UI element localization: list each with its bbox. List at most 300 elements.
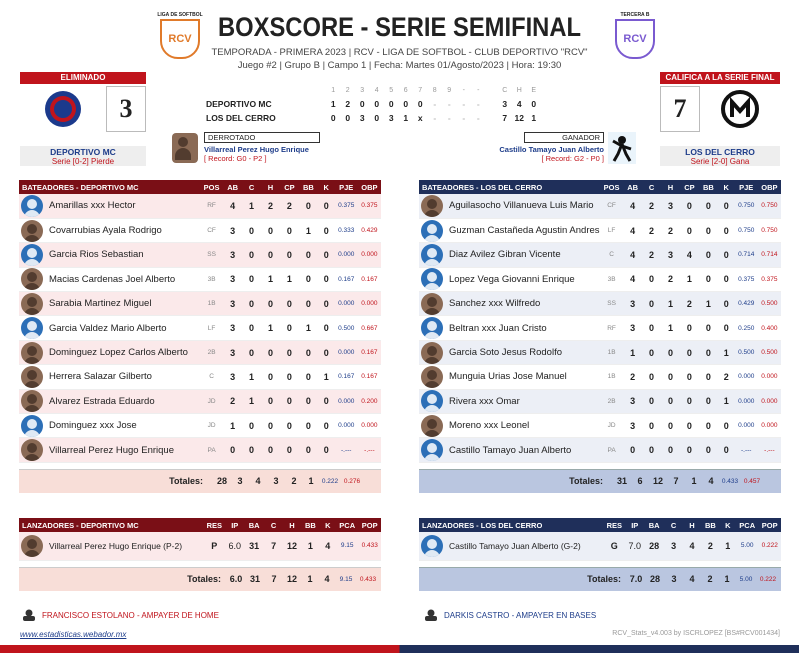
batter-row[interactable] (419, 243, 781, 267)
rcv-logo: RCV (160, 19, 200, 59)
stat-k: 0 (718, 194, 735, 218)
stat-pje: 0.000 (735, 389, 758, 413)
batter-cell (19, 267, 200, 291)
player-photo (21, 366, 43, 388)
stat-cp: 0 (680, 389, 699, 413)
batter-cell (419, 438, 600, 462)
stat-pje: 0.000 (335, 243, 358, 267)
player-photo (421, 293, 443, 315)
line-score-total: 4 (516, 99, 522, 109)
batter-row[interactable] (419, 194, 781, 218)
stat-bb: 0 (699, 438, 718, 462)
stat-pca: 9.15 (336, 532, 358, 560)
stat-pos: PA (200, 438, 223, 462)
total-pop: 0.222 (759, 575, 777, 583)
player-photo (21, 390, 43, 412)
total-cp: 3 (273, 476, 279, 487)
player-photo (421, 415, 443, 437)
page-title: BOXSCORE - SERIE SEMIFINAL (217, 12, 582, 42)
stat-pos: CF (200, 218, 223, 242)
line-score-row (206, 111, 541, 125)
stat-bb: 1 (299, 218, 318, 242)
line-score (206, 87, 541, 125)
column-header: BB (301, 518, 319, 532)
stat-pos: 1B (600, 340, 623, 364)
batter-row[interactable] (19, 267, 381, 291)
stat-ab: 3 (223, 218, 242, 242)
stat-c: 0 (242, 292, 261, 316)
stat-cp: 2 (280, 194, 299, 218)
stat-cp: 0 (680, 438, 699, 462)
line-score-total: 1 (531, 113, 537, 123)
stat-bb: 0 (699, 389, 718, 413)
inning-runs: - (447, 113, 451, 123)
batter-cell (19, 316, 200, 340)
stat-ab: 3 (223, 340, 242, 364)
stat-k: 0 (318, 316, 335, 340)
stat-obp: 0.200 (358, 389, 381, 413)
stats-website-link[interactable]: www.estadisticas.webador.mx (20, 630, 127, 639)
stat-obp: 0.000 (358, 292, 381, 316)
stat-pos: 2B (600, 389, 623, 413)
home-pitching-totals (419, 567, 781, 591)
batter-row[interactable] (19, 414, 381, 438)
column-header: CP (280, 180, 299, 194)
right-logo-caption: TERCERA B (620, 12, 650, 18)
batter-row[interactable] (19, 340, 381, 364)
avatar-icon (421, 439, 443, 461)
stat-h: 3 (661, 243, 680, 267)
stat-k: 0 (318, 218, 335, 242)
batter-name: Diaz Avilez Gibran Vicente (449, 249, 561, 261)
stat-pos: 1B (200, 292, 223, 316)
winning-pitcher (486, 132, 604, 163)
stat-obp: 0.167 (358, 267, 381, 291)
batter-cell (419, 365, 600, 389)
total-k: 1 (308, 476, 314, 487)
stat-ba: 28 (644, 532, 664, 560)
stat-ab: 4 (623, 267, 642, 291)
stat-c: 0 (642, 340, 661, 364)
stat-h: 1 (261, 267, 280, 291)
player-photo (21, 535, 43, 557)
stat-pos: 2B (200, 340, 223, 364)
line-score-total: 3 (502, 99, 508, 109)
pitching-header-row (19, 518, 381, 532)
stat-obp: -.--- (758, 438, 781, 462)
stat-obp: 0.000 (758, 389, 781, 413)
total-h: 12 (652, 476, 663, 487)
total-c: 6 (637, 476, 643, 487)
stat-ab: 0 (223, 438, 242, 462)
stat-bb: 1 (699, 292, 718, 316)
stat-cp: 2 (680, 292, 699, 316)
stat-bb: 0 (299, 438, 318, 462)
stat-cp: 0 (280, 243, 299, 267)
batter-name: Castillo Tamayo Juan Alberto (449, 444, 572, 456)
stat-ab: 4 (623, 194, 642, 218)
batter-row[interactable] (19, 316, 381, 340)
batter-row[interactable] (19, 389, 381, 413)
cubs-logo-icon (40, 89, 86, 129)
total-h: 4 (689, 574, 695, 584)
column-header: K (320, 518, 336, 532)
stat-bb: 0 (299, 243, 318, 267)
stat-ba: 31 (244, 532, 264, 560)
home-batting-totals (419, 469, 781, 493)
total-k: 1 (724, 574, 730, 584)
stat-pos: C (600, 243, 623, 267)
base-umpire (424, 609, 596, 621)
pitching-title: LANZADORES - DEPORTIVO MC (19, 518, 203, 532)
avatar-icon (21, 244, 43, 266)
stat-ab: 2 (623, 365, 642, 389)
totals-label: Totales: (569, 476, 603, 487)
inning-number: 4 (374, 87, 379, 94)
stat-cp: 0 (280, 438, 299, 462)
avatar-icon (21, 195, 43, 217)
stat-c: 0 (242, 316, 261, 340)
home-batting-section (419, 180, 781, 493)
stat-cp: 0 (280, 292, 299, 316)
batter-name: Dominguez xxx Jose (49, 420, 137, 432)
column-header: H (283, 518, 301, 532)
stat-pje: 0.000 (335, 292, 358, 316)
total-cp: 7 (673, 476, 679, 487)
away-pitching-table (19, 518, 381, 561)
stat-obp: 0.750 (758, 194, 781, 218)
stat-pop: 0.433 (358, 532, 381, 560)
column-header: POP (358, 518, 381, 532)
inning-number: 9 (447, 87, 452, 94)
batter-name: Rivera xxx Omar (449, 395, 520, 407)
totals-label: Totales: (587, 574, 621, 584)
stat-cp: 0 (280, 316, 299, 340)
inning-runs: 0 (374, 99, 380, 109)
total-ba: 31 (249, 574, 260, 584)
total-obp: 0.457 (743, 477, 761, 485)
stat-pje: 0.500 (735, 340, 758, 364)
avatar-icon (421, 268, 443, 290)
away-batting-totals (19, 469, 381, 493)
stat-c: 0 (642, 438, 661, 462)
batting-title: BATEADORES - DEPORTIVO MC (19, 180, 200, 194)
stat-pje: 0.714 (735, 243, 758, 267)
batter-row[interactable] (419, 438, 781, 462)
column-header: BA (244, 518, 264, 532)
stat-obp: 0.429 (358, 218, 381, 242)
losing-pitcher (204, 132, 320, 163)
line-score-total: 12 (514, 113, 524, 123)
stat-ab: 3 (223, 243, 242, 267)
stat-c: 0 (642, 365, 661, 389)
batter-row[interactable] (419, 389, 781, 413)
stat-cp: 0 (680, 414, 699, 438)
pitcher-row[interactable] (419, 532, 781, 560)
inning-runs: 3 (388, 113, 394, 123)
stat-obp: 0.500 (758, 340, 781, 364)
stat-c: 0 (642, 292, 661, 316)
stat-pos: JD (600, 414, 623, 438)
winner-label: GANADOR (524, 132, 604, 143)
batter-name: Garcia Soto Jesus Rodolfo (449, 347, 563, 359)
total-ab: 31 (616, 476, 627, 487)
stat-h: 0 (261, 438, 280, 462)
batter-cell (19, 340, 200, 364)
batter-cell (19, 243, 200, 267)
stat-ab: 3 (623, 292, 642, 316)
home-pitching-section (419, 518, 781, 591)
batting-title: BATEADORES - LOS DEL CERRO (419, 180, 600, 194)
stat-pos: SS (600, 292, 623, 316)
stat-c: 0 (642, 389, 661, 413)
batter-cell (419, 316, 600, 340)
inning-runs: 0 (345, 113, 351, 123)
total-pop: 0.433 (359, 575, 377, 583)
stat-pos: RF (200, 194, 223, 218)
stat-bb: 0 (699, 267, 718, 291)
stat-pje: 0.000 (735, 414, 758, 438)
column-header: RES (603, 518, 625, 532)
inning-runs: - (476, 99, 480, 109)
inning-runs: 1 (403, 113, 409, 123)
stat-c: 3 (664, 532, 682, 560)
away-batting-section (19, 180, 381, 493)
stat-obp: 0.167 (358, 340, 381, 364)
stat-h: 1 (661, 316, 680, 340)
inning-runs: - (476, 113, 480, 123)
stat-bb: 0 (699, 218, 718, 242)
winner-record: [ Record: G2 - P0 ] (541, 154, 604, 163)
batter-name: Aguilasocho Villanueva Luis Mario (449, 200, 594, 212)
total-pca: 9.15 (339, 575, 353, 583)
stat-h: 1 (261, 316, 280, 340)
stat-obp: 0.000 (358, 414, 381, 438)
stat-c: 0 (642, 267, 661, 291)
line-score-total: 0 (531, 99, 537, 109)
stat-obp: 0.375 (358, 194, 381, 218)
stat-pje: 0.000 (735, 365, 758, 389)
stat-bb: 2 (701, 532, 719, 560)
stat-pos: 3B (200, 267, 223, 291)
batter-cell (19, 438, 200, 462)
stat-obp: -.--- (358, 438, 381, 462)
column-header: IP (626, 518, 644, 532)
stat-ip: 6.0 (226, 532, 244, 560)
loser-name: Villarreal Perez Hugo Enrique (204, 145, 309, 154)
line-score-total: 7 (502, 113, 508, 123)
stat-k: 1 (718, 389, 735, 413)
total-bb: 2 (707, 574, 713, 584)
stat-k: 0 (718, 438, 735, 462)
column-header: PJE (335, 180, 358, 194)
stat-h: 4 (683, 532, 701, 560)
inning-number: 3 (360, 87, 365, 94)
total-k: 4 (708, 476, 714, 487)
batter-cell (419, 243, 600, 267)
stat-c: 0 (242, 438, 261, 462)
inning-number: H (516, 87, 522, 94)
stat-pje: 0.375 (735, 267, 758, 291)
batter-row[interactable] (419, 218, 781, 242)
stat-ab: 3 (623, 414, 642, 438)
away-score: 3 (106, 86, 146, 132)
stat-c: 2 (642, 194, 661, 218)
stat-pos: SS (200, 243, 223, 267)
stat-k: 0 (718, 292, 735, 316)
stat-res: P (203, 532, 225, 560)
stat-h: 2 (661, 218, 680, 242)
batter-row[interactable] (419, 267, 781, 291)
stat-obp: 0.500 (758, 292, 781, 316)
player-photo (21, 220, 43, 242)
pitching-title: LANZADORES - LOS DEL CERRO (419, 518, 603, 532)
batter-row[interactable] (19, 365, 381, 389)
column-header: POP (758, 518, 781, 532)
stat-obp: 0.000 (758, 414, 781, 438)
inning-runs: - (462, 113, 466, 123)
batter-name: Garcia Valdez Mario Alberto (49, 322, 167, 334)
stat-cp: 0 (680, 365, 699, 389)
inning-number: - (477, 87, 480, 94)
batter-row[interactable] (19, 194, 381, 218)
batter-row[interactable] (419, 365, 781, 389)
total-bb: 1 (307, 574, 313, 584)
stat-pje: 0.750 (735, 194, 758, 218)
inning-runs: - (433, 99, 437, 109)
column-header: H (661, 180, 680, 194)
batter-cell (19, 414, 200, 438)
home-series-record: Serie [2-0] Gana (660, 157, 780, 166)
base-umpire-name: DARKIS CASTRO - AMPAYER EN BASES (444, 610, 597, 620)
column-header: K (318, 180, 335, 194)
home-status-banner: CALIFICA A LA SERIE FINAL (660, 72, 780, 84)
stat-cp: 0 (280, 340, 299, 364)
umpire-icon (424, 609, 438, 621)
away-team-name: DEPORTIVO MC (20, 146, 146, 157)
stat-h: 0 (261, 243, 280, 267)
pitcher-row[interactable] (19, 532, 381, 560)
season-info: TEMPORADA - PRIMERA 2023 | RCV - LIGA DE SOFTBOL - CLUB DEPORTIVO "RCV" (211, 47, 588, 58)
stat-c: 0 (642, 316, 661, 340)
stat-k: 1 (318, 365, 335, 389)
stat-h: 12 (283, 532, 301, 560)
stat-bb: 0 (699, 316, 718, 340)
batter-cell (419, 389, 600, 413)
avatar-icon (421, 317, 443, 339)
batter-name: Alvarez Estrada Eduardo (49, 395, 155, 407)
inning-number: 1 (331, 87, 336, 94)
stat-pos: LF (200, 316, 223, 340)
winner-photo (608, 132, 636, 164)
stat-bb: 0 (299, 340, 318, 364)
pitcher-name: Castillo Tamayo Juan Alberto (G-2) (449, 540, 581, 551)
stat-h: 0 (261, 414, 280, 438)
stat-obp: 0.375 (758, 267, 781, 291)
stat-k: 0 (318, 243, 335, 267)
stat-k: 0 (718, 218, 735, 242)
column-header: OBP (358, 180, 381, 194)
stat-pje: 0.250 (735, 316, 758, 340)
stat-bb: 0 (299, 194, 318, 218)
stat-bb: 0 (699, 194, 718, 218)
stat-cp: 0 (680, 316, 699, 340)
batter-name: Villarreal Perez Hugo Enrique (49, 444, 174, 456)
stat-ab: 4 (623, 218, 642, 242)
stat-cp: 0 (680, 218, 699, 242)
line-score-header (206, 87, 541, 97)
batting-header-row (419, 180, 781, 194)
batter-row[interactable] (419, 340, 781, 364)
stat-ab: 4 (223, 194, 242, 218)
column-header: BB (699, 180, 718, 194)
stat-h: 0 (661, 414, 680, 438)
winner-name: Castillo Tamayo Juan Alberto (499, 145, 604, 154)
stat-res: G (603, 532, 625, 560)
version-info: RCV_Stats_v4.003 by ISCRLOPEZ [BS#RCV001434] (612, 630, 780, 637)
batter-name: Covarrubias Ayala Rodrigo (49, 225, 162, 237)
stat-cp: 0 (680, 194, 699, 218)
inning-number: 5 (389, 87, 394, 94)
stat-bb: 0 (699, 340, 718, 364)
stat-h: 2 (261, 194, 280, 218)
batter-row[interactable] (19, 218, 381, 242)
inning-runs: 0 (417, 99, 423, 109)
batter-row[interactable] (19, 438, 381, 462)
batter-row[interactable] (19, 292, 381, 316)
loser-record: [ Record: G0 - P2 ] (204, 154, 267, 163)
batter-cell (419, 340, 600, 364)
stat-cp: 0 (680, 340, 699, 364)
batter-name: Sanchez xxx Wilfredo (449, 298, 541, 310)
stat-pos: C (200, 365, 223, 389)
inning-runs: 0 (403, 99, 409, 109)
column-header: C (264, 518, 282, 532)
avatar-icon (21, 415, 43, 437)
batter-row[interactable] (419, 414, 781, 438)
stat-k: 0 (718, 414, 735, 438)
away-series-record: Serie [0-2] Pierde (20, 157, 146, 166)
batter-cell (419, 218, 600, 242)
stat-h: 0 (261, 365, 280, 389)
line-score-team: LOS DEL CERRO (206, 113, 276, 123)
stat-obp: 0.667 (358, 316, 381, 340)
pitcher-silhouette-icon (610, 134, 634, 162)
column-header: AB (623, 180, 642, 194)
stat-bb: 0 (699, 414, 718, 438)
away-status-banner: ELIMINADO (20, 72, 146, 84)
stat-ab: 2 (223, 389, 242, 413)
batter-row[interactable] (19, 243, 381, 267)
batter-row[interactable] (419, 316, 781, 340)
stat-k: 0 (718, 243, 735, 267)
stat-obp: 0.167 (358, 365, 381, 389)
stat-ip: 7.0 (626, 532, 644, 560)
stat-k: 0 (318, 194, 335, 218)
stat-k: 0 (718, 316, 735, 340)
batter-row[interactable] (419, 292, 781, 316)
stat-bb: 0 (699, 365, 718, 389)
batter-name: Dominguez Lopez Carlos Alberto (49, 347, 188, 359)
pitcher-cell (419, 532, 603, 560)
away-team-logo (20, 86, 106, 132)
total-h: 4 (255, 476, 261, 487)
stat-cp: 0 (280, 365, 299, 389)
stat-pca: 5.00 (736, 532, 758, 560)
stat-bb: 0 (299, 389, 318, 413)
column-header: CP (680, 180, 699, 194)
total-k: 4 (324, 574, 330, 584)
